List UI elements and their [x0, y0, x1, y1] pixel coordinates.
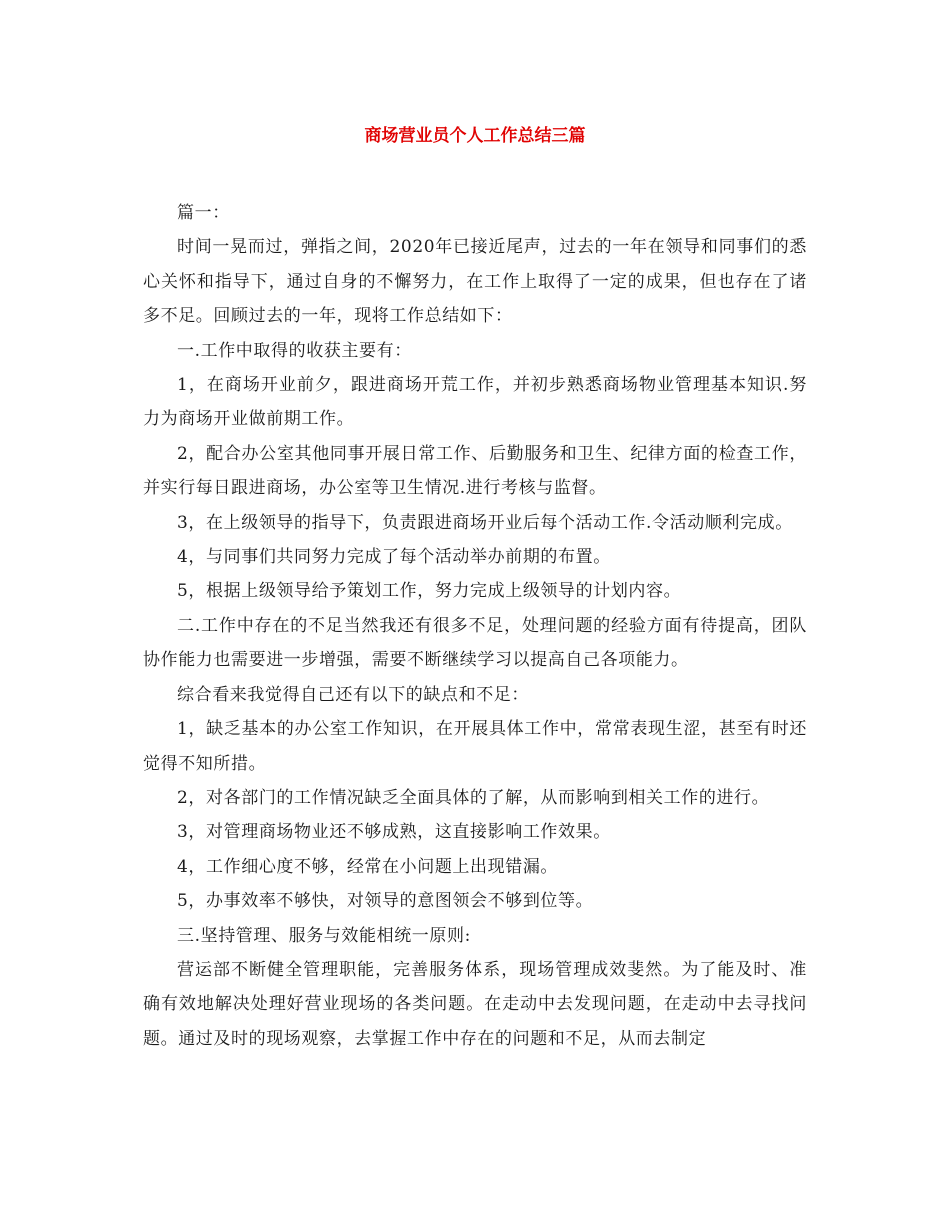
- list-item: 5，办事效率不够快，对领导的意图领会不够到位等。: [177, 891, 594, 912]
- list-item: 3，在上级领导的指导下，负责跟进商场开业后每个活动工作.令活动顺利完成。: [177, 512, 793, 533]
- paragraph-section-label: 篇一：: [177, 203, 230, 223]
- heading-principles: 三.坚持管理、服务与效能相统一原则:: [177, 925, 471, 946]
- document-body: [143, 196, 807, 1056]
- paragraph-operations: 营运部不断健全管理职能，完善服务体系，现场管理成效斐然。为了能及时、准确有效地解决处理好营业现场的各类问题。在走动中去发现问题，在走动中去寻找问题。通过及时的现场观察，去掌握工作中存在的问题和不足，从而去制定: [143, 959, 807, 1049]
- document-title: 商场营业员个人工作总结三篇: [364, 126, 586, 146]
- list-item: 1，在商场开业前夕，跟进商场开荒工作，并初步熟悉商场物业管理基本知识.努力为商场开业做前期工作。: [143, 375, 807, 430]
- list-item: 2，配合办公室其他同事开展日常工作、后勤服务和卫生、纪律方面的检查工作，并实行每日跟进商场，办公室等卫生情况.进行考核与监督。: [143, 443, 807, 499]
- list-item: 1，缺乏基本的办公室工作知识，在开展具体工作中，常常表现生涩，甚至有时还觉得不知所措。: [143, 719, 807, 774]
- paragraph-intro: 时间一晃而过，弹指之间，2020年已接近尾声，过去的一年在领导和同事们的悉心关怀和指导下，通过自身的不懈努力，在工作上取得了一定的成果，但也存在了诸多不足。回顾过去的一年，现将工作总结如下：: [143, 237, 807, 327]
- list-item: 4，工作细心度不够，经常在小问题上出现错漏。: [177, 856, 559, 877]
- heading-shortcomings: 二.工作中存在的不足当然我还有很多不足，处理问题的经验方面有待提高，团队协作能力也需要进一步增强，需要不断继续学习以提高自己各项能力。: [143, 615, 807, 671]
- list-item: 3，对管理商场物业还不够成熟，这直接影响工作效果。: [177, 822, 611, 843]
- list-item: 5，根据上级领导给予策划工作，努力完成上级领导的计划内容。: [177, 581, 682, 602]
- list-item: 2，对各部门的工作情况缺乏全面具体的了解，从而影响到相关工作的进行。: [177, 787, 770, 808]
- heading-achievements: 一.工作中取得的收获主要有：: [177, 340, 412, 361]
- paragraph-summary: 综合看来我觉得自己还有以下的缺点和不足：: [177, 684, 529, 705]
- list-item: 4，与同事们共同努力完成了每个活动举办前期的布置。: [177, 547, 611, 568]
